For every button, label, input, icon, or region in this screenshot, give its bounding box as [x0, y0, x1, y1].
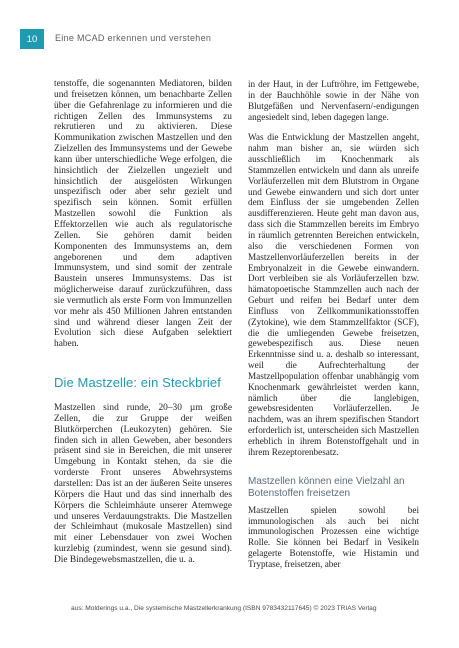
page-number: 10 — [20, 29, 44, 49]
body-paragraph: in der Haut, in der Luftröhre, im Fettgewebe, in der Bauchhöhle sowie in der Nähe von Blutgefäßen und Nervenfasern/-endigungen angesiedelt sind, leben dagegen lange. — [248, 79, 419, 122]
right-column — [248, 79, 419, 570]
body-paragraph: Mastzellen sind runde, 20–30 µm große Zellen, die zur Gruppe der weißen Blutkörperchen (Leukozyten) gehören. Sie finden sich in allen Geweben, aber besonders präsent sind sie in Bereichen, die mit unserer Umgebung in Kontakt stehen, da sie die vorderste Front unseres Abwehrsystems darstellen: Das ist an der äußeren Seite unseres Körpers die Haut und das sind innerhalb des Körpers die Schleimhäute unserer Atemwege und unseres Verdauungstrakts. Die Mastzellen der Schleimhaut (mukosale Mastzellen) sind mit einer Lebensdauer von zwei Wochen kurzlebig (zumindest, wenn sie gesund sind). Die Bindegewebsmastzellen, die u. a. — [54, 403, 232, 565]
page-header — [0, 0, 459, 45]
footer-citation: aus: Molderings u.a., Die systemische Mastzellerkrankung (ISBN 9783432117645) © 2023 TRIAS Verlag — [71, 605, 377, 612]
subsection-heading: Mastzellen können eine Vielzahl an Botenstoffen freisetzen — [248, 475, 405, 500]
section-heading: Die Mastzelle: ein Steckbrief — [54, 375, 221, 391]
body-paragraph: tenstoffe, die sogenannten Mediatoren, bilden und freisetzen können, um benachbarte Zellen über die Gefahrenlage zu informieren und die richtigen Zellen des Immunsystems zu rekrutieren und zu aktivieren. Diese Kommunikation zwischen Mastzellen und den Zielzellen des Immunsystems und der Gewebe kann über unterschiedliche Wege erfolgen, die hinsichtlich der Zielzellen ungezielt und hinsichtlich der ausgelösten Wirkungen unspezifisch oder aber sehr gezielt und spezifisch sein können. Somit erfüllen Mastzellen sowohl die Funktion als Effektorzellen wie auch als regulatorische Zellen. Sie gehören damit beiden Komponenten des Immunsystems an, dem angeborenen und dem adaptiven Immunsystem, und sind somit der zentrale Baustein unseres Immunsystems. Das ist möglicherweise darauf zurückzuführen, dass sie vermutlich als erste Form von Immunzellen vor mehr als 450 Millionen Jahren entstanden sind und während dieser langen Zeit der Evolution sich diese Aufgaben selektiert haben. — [54, 79, 232, 350]
left-column — [54, 79, 232, 566]
running-title: Eine MCAD erkennen und verstehen — [55, 33, 212, 43]
body-paragraph: Was die Entwicklung der Mastzellen angeht, nahm man bisher an, sie würden sich ausschließlich im Knochenmark als Stammzellen entwickeln und dann als unreife Vorläuferzellen mit dem Blutstrom in Organe und Gewebe einwandern und sich dort unter dem Einfluss der sie umgebenden Zellen ausdifferenzieren. Heute geht man davon aus, dass sich die Stammzellen bereits im Embryo in räumlich getrennten Bereichen entwickeln, also die verschiedenen Formen von Mastzellenvorläuferzellen bereits in der Embryonalzeit in die Gewebe einwandern. Dort verbleiben sie als Vorläuferzellen bzw. hämatopoetische Stammzellen auch nach der Geburt und reifen bei Bedarf unter dem Einfluss von Zellkommunikationsstoffen (Zytokine), wie dem Stammzellfaktor (SCF), die die umliegenden Gewebe freisetzen, gewebespezifisch aus. Diese neuen Erkenntnisse sind u. a. deshalb so interessant, weil die Aufrechterhaltung der Mastzellpopulation offenbar unabhängig vom Knochenmark gewährleistet werden kann, nämlich über die langlebigen, gewebsresidenten Vorläuferzellen. Je nachdem, was an ihrem spezifischen Standort erforderlich ist, unterscheiden sich Mastzellen erheblich in ihrem Botenstoffgehalt und in ihrem Rezeptorenbesatz. — [248, 132, 419, 457]
body-paragraph: Mastzellen spielen sowohl bei immunologischen als auch bei nicht immunologischen Prozessen eine wichtige Rolle. Sie können bei Bedarf in Vesikeln gelagerte Botenstoffe, wie Histamin und Tryptase, freisetzen, aber — [248, 504, 419, 569]
